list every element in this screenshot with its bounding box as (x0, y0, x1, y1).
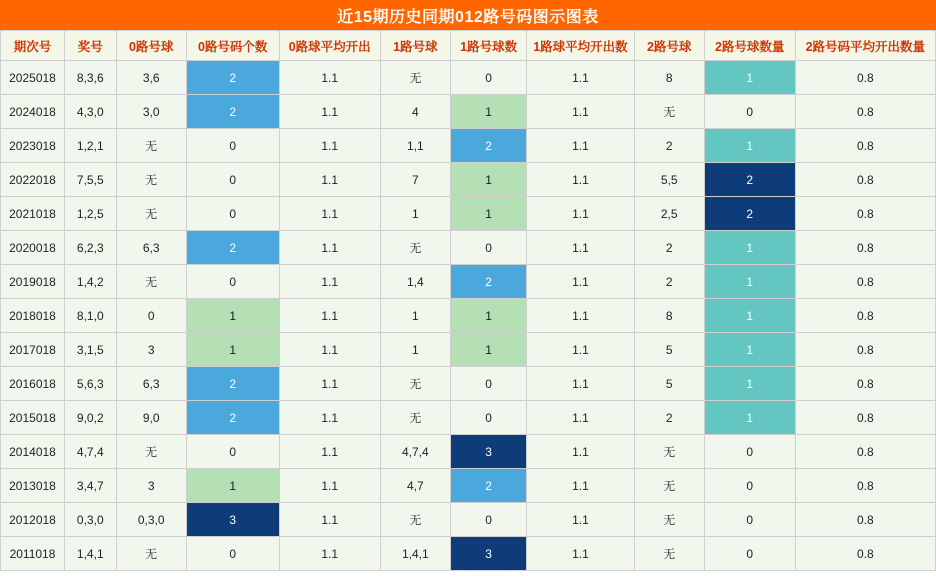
issue-number-cell: 2011018 (1, 537, 65, 571)
table-cell: 0,3,0 (64, 503, 116, 537)
table-cell: 1,4,1 (380, 537, 450, 571)
column-header: 2路号球 (634, 31, 704, 61)
table-cell: 1.1 (279, 401, 380, 435)
table-cell: 3,4,7 (64, 469, 116, 503)
table-cell: 无 (380, 231, 450, 265)
table-cell: 无 (116, 537, 186, 571)
table-cell: 0 (704, 435, 795, 469)
table-cell: 1 (704, 61, 795, 95)
table-cell: 无 (634, 537, 704, 571)
table-cell: 0 (450, 401, 526, 435)
column-header: 0路球平均开出 (279, 31, 380, 61)
table-cell: 0.8 (795, 367, 935, 401)
table-cell: 无 (380, 503, 450, 537)
table-cell: 无 (380, 61, 450, 95)
table-cell: 0,3,0 (116, 503, 186, 537)
table-cell: 2 (634, 401, 704, 435)
column-header: 1路球平均开出数 (527, 31, 634, 61)
table-cell: 无 (116, 435, 186, 469)
table-cell: 1.1 (527, 197, 634, 231)
table-cell: 5,6,3 (64, 367, 116, 401)
issue-number-cell: 2024018 (1, 95, 65, 129)
column-header: 期次号 (1, 31, 65, 61)
table-cell: 5,5 (634, 163, 704, 197)
issue-number-cell: 2014018 (1, 435, 65, 469)
column-header: 2路号码平均开出数量 (795, 31, 935, 61)
table-cell: 6,2,3 (64, 231, 116, 265)
table-cell: 2 (450, 129, 526, 163)
table-cell: 0 (704, 469, 795, 503)
table-cell: 1.1 (279, 503, 380, 537)
page-title (0, 0, 936, 30)
table-row (1, 231, 936, 265)
table-header-row (1, 31, 936, 61)
issue-number-cell: 2015018 (1, 401, 65, 435)
table-cell: 0.8 (795, 163, 935, 197)
table-cell: 9,0,2 (64, 401, 116, 435)
table-row (1, 299, 936, 333)
issue-number-cell: 2013018 (1, 469, 65, 503)
table-cell: 2 (186, 95, 279, 129)
table-row (1, 435, 936, 469)
table-cell: 4,7 (380, 469, 450, 503)
table-cell: 1.1 (527, 435, 634, 469)
column-header: 0路号码个数 (186, 31, 279, 61)
table-cell: 2 (186, 231, 279, 265)
table-cell: 0 (186, 129, 279, 163)
table-cell: 0 (116, 299, 186, 333)
table-cell: 0.8 (795, 129, 935, 163)
table-cell: 1,2,1 (64, 129, 116, 163)
table-cell: 1.1 (527, 231, 634, 265)
table-row (1, 163, 936, 197)
table-row (1, 129, 936, 163)
table-cell: 1.1 (279, 163, 380, 197)
table-cell: 4 (380, 95, 450, 129)
table-cell: 1 (380, 299, 450, 333)
table-cell: 1 (450, 299, 526, 333)
table-cell: 1.1 (279, 61, 380, 95)
table-cell: 2 (704, 197, 795, 231)
table-row (1, 197, 936, 231)
table-cell: 1 (380, 197, 450, 231)
table-cell: 8,1,0 (64, 299, 116, 333)
table-cell: 无 (634, 435, 704, 469)
table-cell: 1,2,5 (64, 197, 116, 231)
table-cell: 1 (380, 333, 450, 367)
table-cell: 无 (116, 163, 186, 197)
table-cell: 1.1 (527, 333, 634, 367)
column-header: 1路号球 (380, 31, 450, 61)
table-cell: 2 (450, 265, 526, 299)
table-cell: 5 (634, 367, 704, 401)
table-cell: 1.1 (527, 61, 634, 95)
table-row (1, 503, 936, 537)
table-cell: 0 (186, 537, 279, 571)
issue-number-cell: 2017018 (1, 333, 65, 367)
table-cell: 4,3,0 (64, 95, 116, 129)
table-cell: 1,4 (380, 265, 450, 299)
table-cell: 1.1 (527, 469, 634, 503)
table-row (1, 469, 936, 503)
table-cell: 1.1 (279, 129, 380, 163)
table-row (1, 265, 936, 299)
table-cell: 8 (634, 61, 704, 95)
table-cell: 0.8 (795, 197, 935, 231)
table-cell: 3 (116, 469, 186, 503)
column-header: 0路号球 (116, 31, 186, 61)
table-cell: 1.1 (527, 503, 634, 537)
table-cell: 1,4,1 (64, 537, 116, 571)
table-cell: 1 (704, 333, 795, 367)
table-row (1, 537, 936, 571)
table-cell: 无 (116, 265, 186, 299)
table-body (1, 61, 936, 571)
table-cell: 2 (704, 163, 795, 197)
table-cell: 1.1 (527, 401, 634, 435)
table-cell: 无 (116, 197, 186, 231)
table-cell: 0.8 (795, 469, 935, 503)
table-row (1, 95, 936, 129)
table-cell: 1 (186, 469, 279, 503)
table-cell: 1 (450, 95, 526, 129)
table-cell: 1.1 (527, 299, 634, 333)
table-cell: 1.1 (527, 537, 634, 571)
table-cell: 9,0 (116, 401, 186, 435)
table-cell: 3,1,5 (64, 333, 116, 367)
table-cell: 2 (634, 231, 704, 265)
table-cell: 0 (186, 163, 279, 197)
table-cell: 1 (450, 163, 526, 197)
table-cell: 1,4,2 (64, 265, 116, 299)
table-cell: 0 (186, 197, 279, 231)
table-cell: 1.1 (279, 367, 380, 401)
table-cell: 无 (380, 367, 450, 401)
table-cell: 0 (704, 503, 795, 537)
issue-number-cell: 2019018 (1, 265, 65, 299)
table-row (1, 333, 936, 367)
table-cell: 无 (634, 503, 704, 537)
table-cell: 1.1 (527, 129, 634, 163)
table-cell: 0.8 (795, 299, 935, 333)
table-cell: 1.1 (527, 163, 634, 197)
table-cell: 3 (186, 503, 279, 537)
table-cell: 0 (186, 435, 279, 469)
table-cell: 0 (704, 537, 795, 571)
table-cell: 无 (380, 401, 450, 435)
table-cell: 无 (116, 129, 186, 163)
table-cell: 1 (186, 333, 279, 367)
table-cell: 2 (450, 469, 526, 503)
issue-number-cell: 2018018 (1, 299, 65, 333)
table-cell: 0 (450, 503, 526, 537)
table-cell: 7 (380, 163, 450, 197)
table-cell: 1,1 (380, 129, 450, 163)
column-header: 2路号球数量 (704, 31, 795, 61)
table-cell: 0.8 (795, 95, 935, 129)
table-cell: 1 (704, 129, 795, 163)
table-row (1, 61, 936, 95)
table-cell: 1.1 (279, 537, 380, 571)
table-cell: 1.1 (279, 469, 380, 503)
issue-number-cell: 2020018 (1, 231, 65, 265)
table-cell: 无 (634, 95, 704, 129)
table-cell: 1.1 (527, 367, 634, 401)
issue-number-cell: 2012018 (1, 503, 65, 537)
table-cell: 1 (186, 299, 279, 333)
table-cell: 1.1 (527, 265, 634, 299)
issue-number-cell: 2022018 (1, 163, 65, 197)
table-cell: 1.1 (279, 265, 380, 299)
table-cell: 8,3,6 (64, 61, 116, 95)
table-cell: 4,7,4 (64, 435, 116, 469)
table-row (1, 367, 936, 401)
table-cell: 6,3 (116, 367, 186, 401)
table-cell: 1 (704, 265, 795, 299)
page-title-text: 近15期历史同期012路号码图示图表 (337, 8, 599, 26)
table-cell: 1.1 (279, 197, 380, 231)
table-cell: 8 (634, 299, 704, 333)
table-cell: 2 (186, 367, 279, 401)
table-cell: 5 (634, 333, 704, 367)
table-cell: 1.1 (279, 435, 380, 469)
table-cell: 1.1 (279, 299, 380, 333)
table-cell: 2 (634, 129, 704, 163)
column-header: 1路号球数 (450, 31, 526, 61)
table-cell: 0.8 (795, 265, 935, 299)
table-cell: 2,5 (634, 197, 704, 231)
issue-number-cell: 2023018 (1, 129, 65, 163)
table-cell: 1 (704, 367, 795, 401)
table-cell: 3 (450, 435, 526, 469)
table-cell: 3,6 (116, 61, 186, 95)
table-cell: 0 (704, 95, 795, 129)
table-cell: 1 (450, 197, 526, 231)
table-cell: 1.1 (279, 333, 380, 367)
table-cell: 0.8 (795, 231, 935, 265)
table-cell: 1.1 (527, 95, 634, 129)
table-cell: 3 (450, 537, 526, 571)
column-header: 奖号 (64, 31, 116, 61)
table-cell: 1.1 (279, 95, 380, 129)
table-cell: 1 (704, 401, 795, 435)
table-cell: 1.1 (279, 231, 380, 265)
table-cell: 0 (186, 265, 279, 299)
table-cell: 0 (450, 231, 526, 265)
table-cell: 2 (186, 401, 279, 435)
table-cell: 0 (450, 367, 526, 401)
table-cell: 4,7,4 (380, 435, 450, 469)
table-cell: 0.8 (795, 503, 935, 537)
table-cell: 0 (450, 61, 526, 95)
table-cell: 0.8 (795, 333, 935, 367)
table-cell: 6,3 (116, 231, 186, 265)
table-cell: 2 (634, 265, 704, 299)
table-cell: 0.8 (795, 435, 935, 469)
table-cell: 0.8 (795, 61, 935, 95)
table-cell: 无 (634, 469, 704, 503)
table-cell: 3 (116, 333, 186, 367)
table-cell: 1 (704, 299, 795, 333)
issue-number-cell: 2016018 (1, 367, 65, 401)
table-cell: 1 (704, 231, 795, 265)
issue-number-cell: 2025018 (1, 61, 65, 95)
table-cell: 0.8 (795, 537, 935, 571)
history-012-road-table (0, 30, 936, 571)
table-cell: 0.8 (795, 401, 935, 435)
table-cell: 3,0 (116, 95, 186, 129)
issue-number-cell: 2021018 (1, 197, 65, 231)
table-cell: 2 (186, 61, 279, 95)
table-cell: 1 (450, 333, 526, 367)
table-row (1, 401, 936, 435)
table-cell: 7,5,5 (64, 163, 116, 197)
